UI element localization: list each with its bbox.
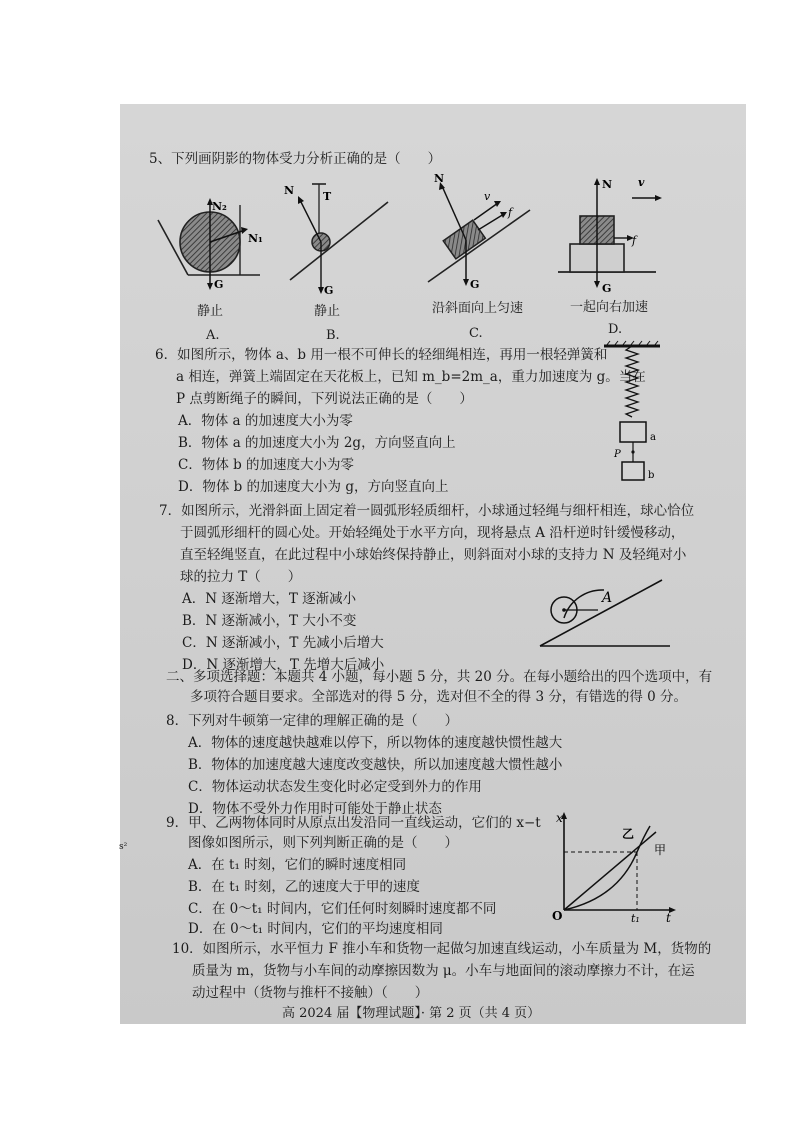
q6-option-a: A．物体 a 的加速度大小为零 — [178, 413, 353, 429]
q5-caption-d: 一起向右加速 — [570, 300, 649, 315]
label-g: G — [470, 278, 480, 291]
label-x: t — [666, 911, 671, 925]
q7-line-1: 7．如图所示，光滑斜面上固定着一圆弧形轻质细杆，小球通过轻绳与细杆相连，球心恰位 — [159, 503, 695, 519]
label-g: G — [602, 282, 612, 295]
q9-line-2: 图像如图所示，则下列判断正确的是（ ） — [188, 835, 458, 851]
label-n2: N₂ — [212, 200, 227, 213]
q6-spring-figure — [598, 340, 668, 490]
q6-line-3: P 点剪断绳子的瞬间，下列说法正确的是（ ） — [176, 391, 473, 407]
label-a: A — [602, 590, 613, 606]
q6-line-1: 6．如图所示，物体 a、b 用一根不可伸长的轻细绳相连，再用一根轻弹簧和 — [155, 347, 608, 363]
label-v: v — [638, 176, 645, 189]
q6-option-b: B．物体 a 的加速度大小为 2g，方向竖直向上 — [178, 435, 456, 451]
q7-option-c: C．N 逐渐减小，T 先减小后增大 — [182, 635, 384, 651]
q5-option-a: A. — [206, 328, 220, 343]
q8-option-b: B．物体的加速度越大速度改变越快，所以加速度越大惯性越小 — [188, 757, 563, 773]
q10-line-3: 动过程中（货物与推杆不接触）（ ） — [192, 985, 429, 1001]
label-p: P — [614, 449, 621, 460]
margin-mark: s² — [119, 842, 128, 852]
q10-line-1: 10．如图所示，水平恒力 F 推小车和货物一起做匀加速直线运动，小车质量为 M，货物的 — [172, 941, 712, 957]
label-yi: 乙 — [622, 827, 635, 841]
q5-caption-a: 静止 — [197, 304, 224, 319]
q8-option-d: D．物体不受外力作用时可能处于静止状态 — [188, 801, 442, 817]
q5-caption-b: 静止 — [314, 304, 341, 319]
q6-line-2: a 相连，弹簧上端固定在天花板上，已知 m_b=2m_a，重力加速度为 g。当在 — [176, 369, 646, 385]
label-jia: 甲 — [654, 843, 667, 857]
q6-option-d: D．物体 b 的加速度大小为 g，方向竖直向上 — [178, 479, 449, 495]
q7-option-a: A．N 逐渐增大，T 逐渐减小 — [182, 591, 357, 607]
q7-line-3: 直至轻绳竖直，在此过程中小球始终保持静止，则斜面对小球的支持力 N 及轻绳对小 — [180, 547, 687, 563]
q9-line-1: 9．甲、乙两物体同时从原点出发沿同一直线运动，它们的 x−t — [166, 815, 541, 831]
label-f: f — [632, 234, 637, 247]
label-n1: N₁ — [248, 232, 263, 245]
label-f: f — [508, 206, 513, 219]
q7-incline-figure — [536, 570, 676, 650]
q5-option-b: B. — [326, 328, 340, 343]
q7-line-4: 球的拉力 T（ ） — [180, 569, 302, 585]
q5-stem: 5、下列画阴影的物体受力分析正确的是（ ） — [149, 151, 442, 167]
label-n: N — [602, 178, 613, 191]
label-n: N — [284, 184, 295, 197]
label-t: T — [323, 190, 332, 203]
q8-option-c: C．物体运动状态发生变化时必定受到外力的作用 — [188, 779, 482, 795]
label-origin: O — [552, 909, 563, 923]
section2-line-2: 多项符合题目要求。全部选对的得 5 分，选对但不全的得 3 分，有错选的得 0 分。 — [190, 689, 688, 705]
label-t1: t₁ — [631, 912, 640, 925]
q9-option-c: C．在 0～t₁ 时间内，它们任何时刻瞬时速度都不同 — [188, 901, 497, 917]
q5-caption-c: 沿斜面向上匀速 — [432, 301, 524, 316]
label-g: G — [324, 284, 334, 297]
q8-stem: 8．下列对牛顿第一定律的理解正确的是（ ） — [166, 713, 459, 729]
q7-line-2: 于圆弧形细杆的圆心处。开始轻绳处于水平方向，现将悬点 A 沿杆逆时针缓慢移动， — [180, 525, 685, 541]
label-b: b — [648, 470, 655, 481]
q6-option-c: C．物体 b 的加速度大小为零 — [178, 457, 355, 473]
label-y: x — [556, 811, 563, 825]
q5-option-d: D. — [608, 322, 623, 337]
q10-line-2: 质量为 m，货物与小车间的动摩擦因数为 μ。小车与地面间的滚动摩擦力不计，在运 — [192, 963, 695, 979]
q9-option-b: B．在 t₁ 时刻，乙的速度大于甲的速度 — [188, 879, 420, 895]
q8-option-a: A．物体的速度越快越难以停下，所以物体的速度越快惯性越大 — [188, 735, 563, 751]
q5-figure-b — [280, 180, 390, 300]
q5-option-c: C. — [469, 326, 483, 341]
q9-option-a: A．在 t₁ 时刻，它们的瞬时速度相同 — [188, 857, 407, 873]
label-v: v — [484, 190, 491, 203]
page-footer: 高 2024 届【物理试题】· 第 2 页（共 4 页） — [282, 1006, 541, 1021]
q9-xt-graph — [548, 810, 678, 925]
label-g: G — [214, 278, 224, 291]
q5-figure-c — [418, 170, 538, 295]
q7-option-d: D．N 逐渐增大，T 先增大后减小 — [182, 657, 385, 673]
q7-option-b: B．N 逐渐减小，T 大小不变 — [182, 613, 357, 629]
label-a: a — [650, 432, 656, 443]
q5-figure-a — [150, 190, 270, 300]
label-n: N — [434, 172, 445, 185]
q9-option-d: D．在 0～t₁ 时间内，它们的平均速度相同 — [188, 921, 443, 937]
section2-line-1: 二、多项选择题：本题共 4 小题，每小题 5 分，共 20 分。在每小题给出的四个选项中，有 — [166, 669, 713, 685]
q5-figure-d — [552, 172, 672, 297]
